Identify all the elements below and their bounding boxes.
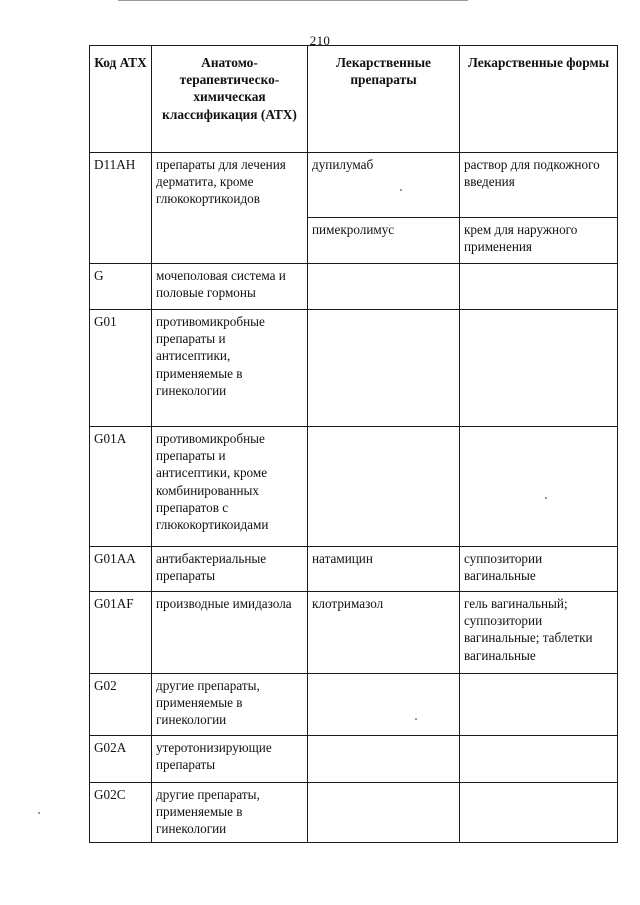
classification-cell: мочеполовая система и половые гормоны (152, 264, 308, 310)
form-cell (460, 427, 618, 547)
form-cell: раствор для подкожного введения (460, 153, 618, 218)
scan-speck (400, 189, 402, 191)
table-row (90, 592, 618, 674)
code-cell: G01AF (90, 592, 152, 674)
form-cell (460, 674, 618, 736)
classification-cell: другие препараты, применяемые в гинекологии (152, 674, 308, 736)
form-cell (460, 736, 618, 783)
form-cell: суппозитории вагинальные (460, 547, 618, 592)
scan-top-border-line (118, 0, 468, 1)
drug-cell (308, 310, 460, 427)
header-forms: Лекарственные формы (460, 46, 618, 153)
page-number: 210 (309, 33, 331, 48)
code-cell: G (90, 264, 152, 310)
table-row (90, 674, 618, 736)
classification-cell: противомикробные препараты и антисептики, кроме комбинированных препаратов с глюкокортикоидами (152, 427, 308, 547)
atx-drug-table (89, 45, 618, 843)
classification-cell: другие препараты, применяемые в гинекологии (152, 783, 308, 843)
table-row (90, 547, 618, 592)
classification-cell: противомикробные препараты и антисептики, применяемые в гинекологии (152, 310, 308, 427)
code-cell: G01A (90, 427, 152, 547)
classification-cell: утеротонизирующие препараты (152, 736, 308, 783)
drug-cell (308, 674, 460, 736)
classification-cell: антибактериальные препараты (152, 547, 308, 592)
code-cell: G02C (90, 783, 152, 843)
code-cell: G02A (90, 736, 152, 783)
form-cell (460, 310, 618, 427)
classification-cell: препараты для лечения дерматита, кроме глюкокортикоидов (152, 153, 308, 264)
code-cell: G01 (90, 310, 152, 427)
drug-cell: дупилумаб (308, 153, 460, 218)
header-code: Код АТХ (90, 46, 152, 153)
drug-cell (308, 427, 460, 547)
header-drugs: Лекарственные препараты (308, 46, 460, 153)
form-cell: гель вагинальный; суппозитории вагинальные; таблетки вагинальные (460, 592, 618, 674)
code-cell: D11AH (90, 153, 152, 264)
classification-cell: производные имидазола (152, 592, 308, 674)
table-row (90, 310, 618, 427)
form-cell: крем для наружного применения (460, 218, 618, 264)
table-row (90, 153, 618, 218)
scan-speck (38, 812, 40, 814)
header-classification: Анатомо-терапевтическо-химическая классификация (АТХ) (152, 46, 308, 153)
table-row (90, 783, 618, 843)
scan-speck (545, 497, 547, 499)
code-cell: G01AA (90, 547, 152, 592)
form-cell (460, 264, 618, 310)
drug-cell: пимекролимус (308, 218, 460, 264)
drug-cell (308, 736, 460, 783)
drug-cell (308, 264, 460, 310)
scan-speck (415, 718, 417, 720)
table-row (90, 264, 618, 310)
table-row (90, 736, 618, 783)
drug-cell: клотримазол (308, 592, 460, 674)
form-cell (460, 783, 618, 843)
code-cell: G02 (90, 674, 152, 736)
table-row (90, 427, 618, 547)
table-header-row (90, 46, 618, 153)
drug-cell: натамицин (308, 547, 460, 592)
drug-cell (308, 783, 460, 843)
